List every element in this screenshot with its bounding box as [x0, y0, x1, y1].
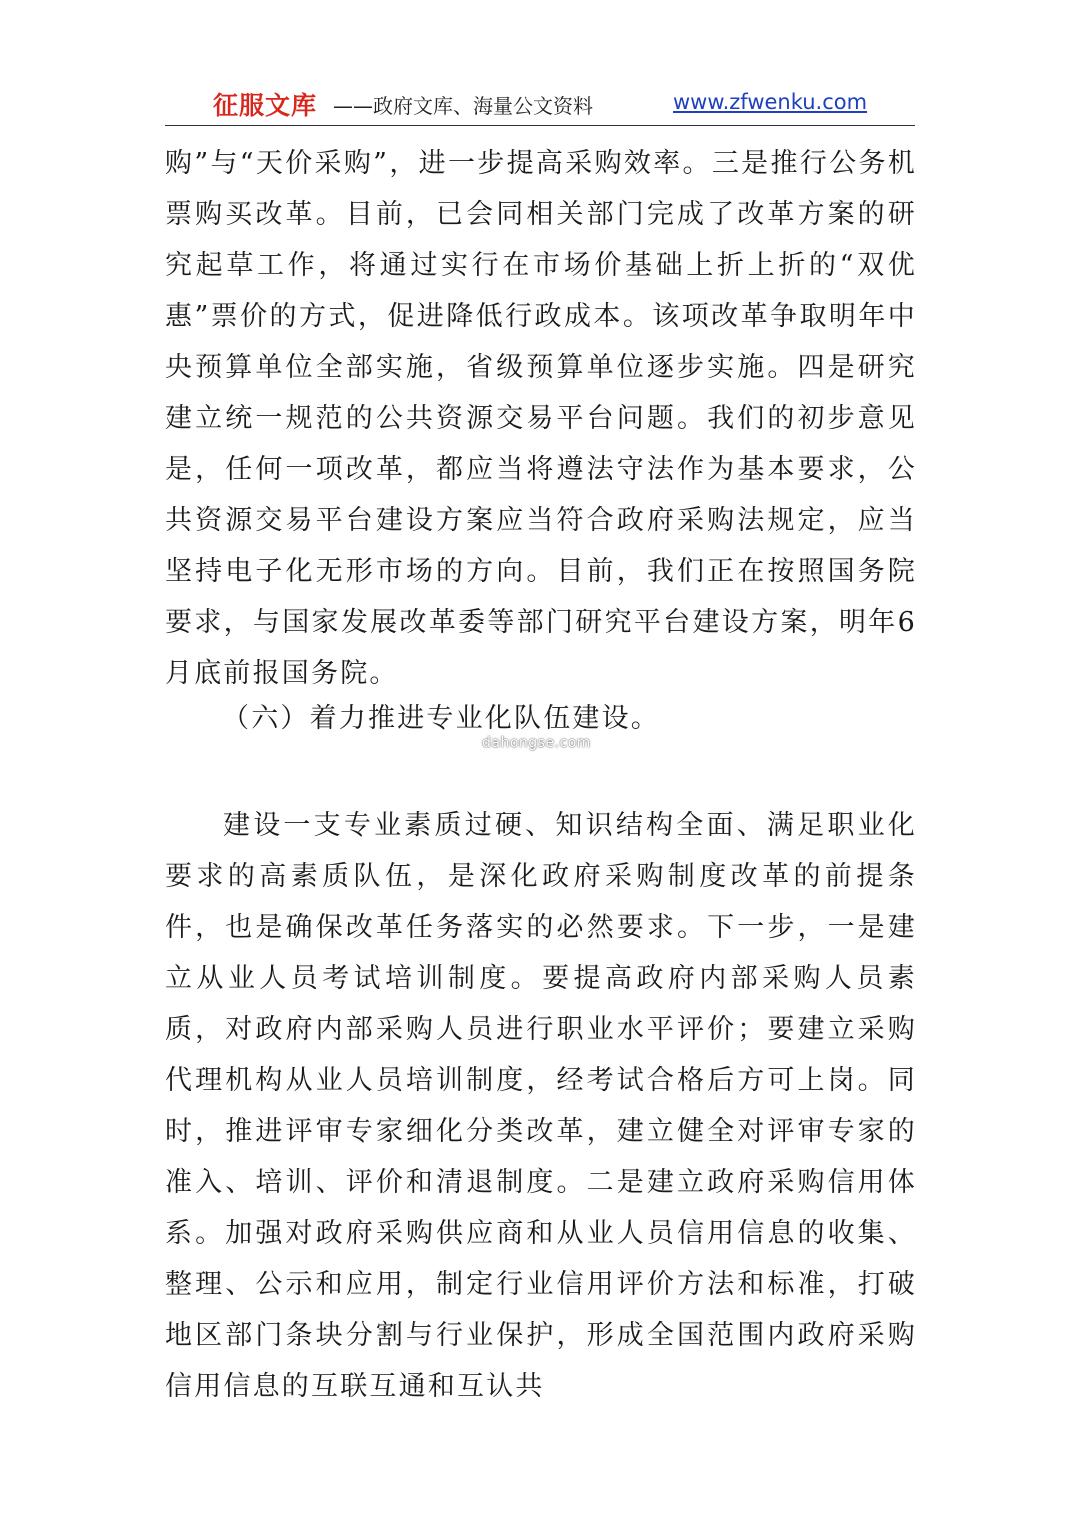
body-paragraph-1: 购”与“天价采购”，进一步提高采购效率。三是推行公务机票购买改革。目前，已会同相关部门完成了改革方案的研究起草工作，将通过实行在市场价基础上折上折的“双优惠”票价的方式，促进降低行政成本。该项改革争取明年中央预算单位全部实施，省级预算单位逐步实施。四是研究建立统一规范的公共资源交易平台问题。我们的初步意见是，任何一项改革，都应当将遵法守法作为基本要求，公共资源交易平台建设方案应当符合政府采购法规定，应当坚持电子化无形市场的方向。目前，我们正在按照国务院要求，与国家发展改革委等部门研究平台建设方案，明年6月底前报国务院。 [165, 148, 917, 689]
header-slogan: ——政府文库、海量公文资料 [333, 94, 593, 118]
body-paragraph-2: 建设一支专业素质过硬、知识结构全面、满足职业化要求的高素质队伍，是深化政府采购制度改革的前提条件，也是确保改革任务落实的必然要求。下一步，一是建立从业人员考试培训制度。要提高政府内部采购人员素质，对政府内部采购人员进行职业水平评价；要建立采购代理机构从业人员培训制度，经考试合格后方可上岗。同时，推进评审专家细化分类改革，建立健全对评审专家的准入、培训、评价和清退制度。二是建立政府采购信用体系。加强对政府采购供应商和从业人员信用信息的收集、整理、公示和应用，制定行业信用评价方法和标准，打破地区部门条块分割与行业保护，形成全国范围内政府采购信用信息的互联互通和互认共 [165, 810, 917, 1402]
site-url-link[interactable]: www.zfwenku.com [673, 90, 868, 114]
header-divider [165, 125, 915, 126]
section-heading: （六）着力推进专业化队伍建设。 [222, 703, 660, 734]
watermark-text: dahongse.com [482, 735, 591, 751]
brand-logo-text: 征服文库 [213, 91, 318, 120]
page-header [165, 84, 915, 124]
